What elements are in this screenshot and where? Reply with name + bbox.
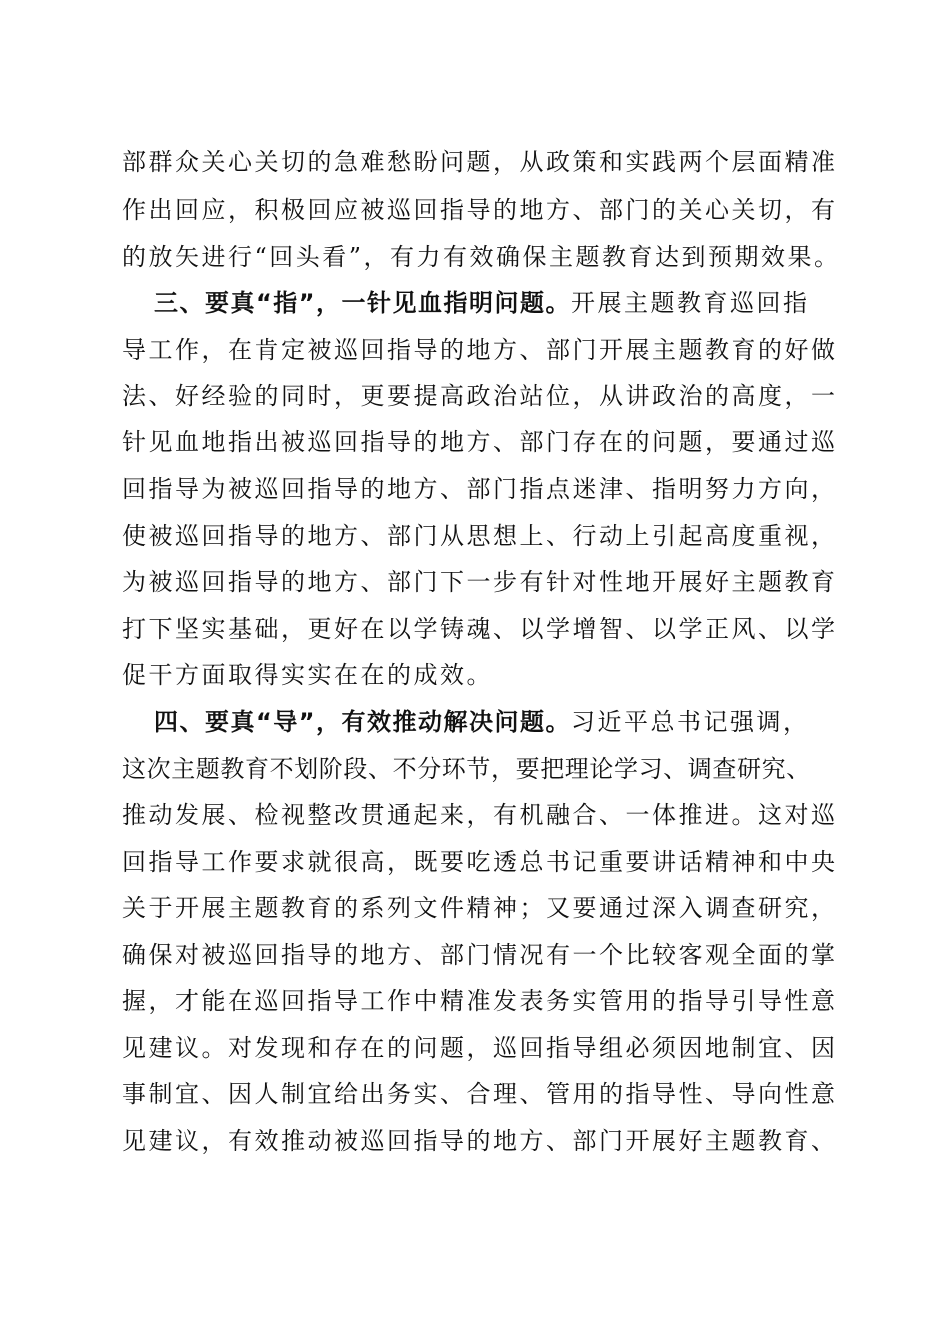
paragraph-line: 关于开展主题教育的系列文件精神；又要通过深入调查研究，: [122, 894, 838, 922]
paragraph-line: 见建议，有效推动被巡回指导的地方、部门开展好主题教育、: [122, 1127, 838, 1155]
section-3-heading: 三、要真“指”，一针见血指明问题。: [154, 289, 572, 317]
paragraph-line: 法、好经验的同时，更要提高政治站位，从讲政治的高度，一: [122, 382, 838, 410]
paragraph-line: 使被巡回指导的地方、部门从思想上、行动上引起高度重视，: [122, 522, 838, 550]
paragraph-line: 确保对被巡回指导的地方、部门情况有一个比较客观全面的掌: [122, 941, 838, 969]
paragraph-line: 导工作，在肯定被巡回指导的地方、部门开展主题教育的好做: [122, 336, 838, 364]
paragraph-line: 见建议。对发现和存在的问题，巡回指导组必须因地制宜、因: [122, 1034, 838, 1062]
paragraph-line: 促干方面取得实实在在的成效。: [122, 661, 493, 689]
paragraph-line: 部群众关心关切的急难愁盼问题，从政策和实践两个层面精准: [122, 148, 838, 176]
section-4-heading: 四、要真“导”，有效推动解决问题。: [154, 708, 572, 736]
section-4-lead: 习近平总书记强调，: [571, 708, 810, 736]
paragraph-line: 打下坚实基础，更好在以学铸魂、以学增智、以学正风、以学: [122, 615, 838, 643]
section-3-lead: 开展主题教育巡回指: [571, 289, 810, 317]
section-4-first-line: [154, 702, 832, 742]
paragraph-line: 回指导工作要求就很高，既要吃透总书记重要讲话精神和中央: [122, 848, 838, 876]
paragraph-line: 的放矢进行“回头看”，有力有效确保主题教育达到预期效果。: [122, 243, 841, 271]
paragraph-line: 为被巡回指导的地方、部门下一步有针对性地开展好主题教育: [122, 568, 838, 596]
paragraph-line: 事制宜、因人制宜给出务实、合理、管用的指导性、导向性意: [122, 1080, 838, 1108]
paragraph-line: 回指导为被巡回指导的地方、部门指点迷津、指明努力方向，: [122, 475, 838, 503]
paragraph-line: 握，才能在巡回指导工作中精准发表务实管用的指导引导性意: [122, 987, 838, 1015]
paragraph-line: 这次主题教育不划阶段、不分环节，要把理论学习、调查研究、: [122, 755, 811, 783]
section-3-first-line: [154, 283, 832, 323]
paragraph-line: 推动发展、检视整改贯通起来，有机融合、一体推进。这对巡: [122, 801, 838, 829]
paragraph-line: 作出回应，积极回应被巡回指导的地方、部门的关心关切，有: [122, 196, 838, 224]
paragraph-line: 针见血地指出被巡回指导的地方、部门存在的问题，要通过巡: [122, 428, 838, 456]
